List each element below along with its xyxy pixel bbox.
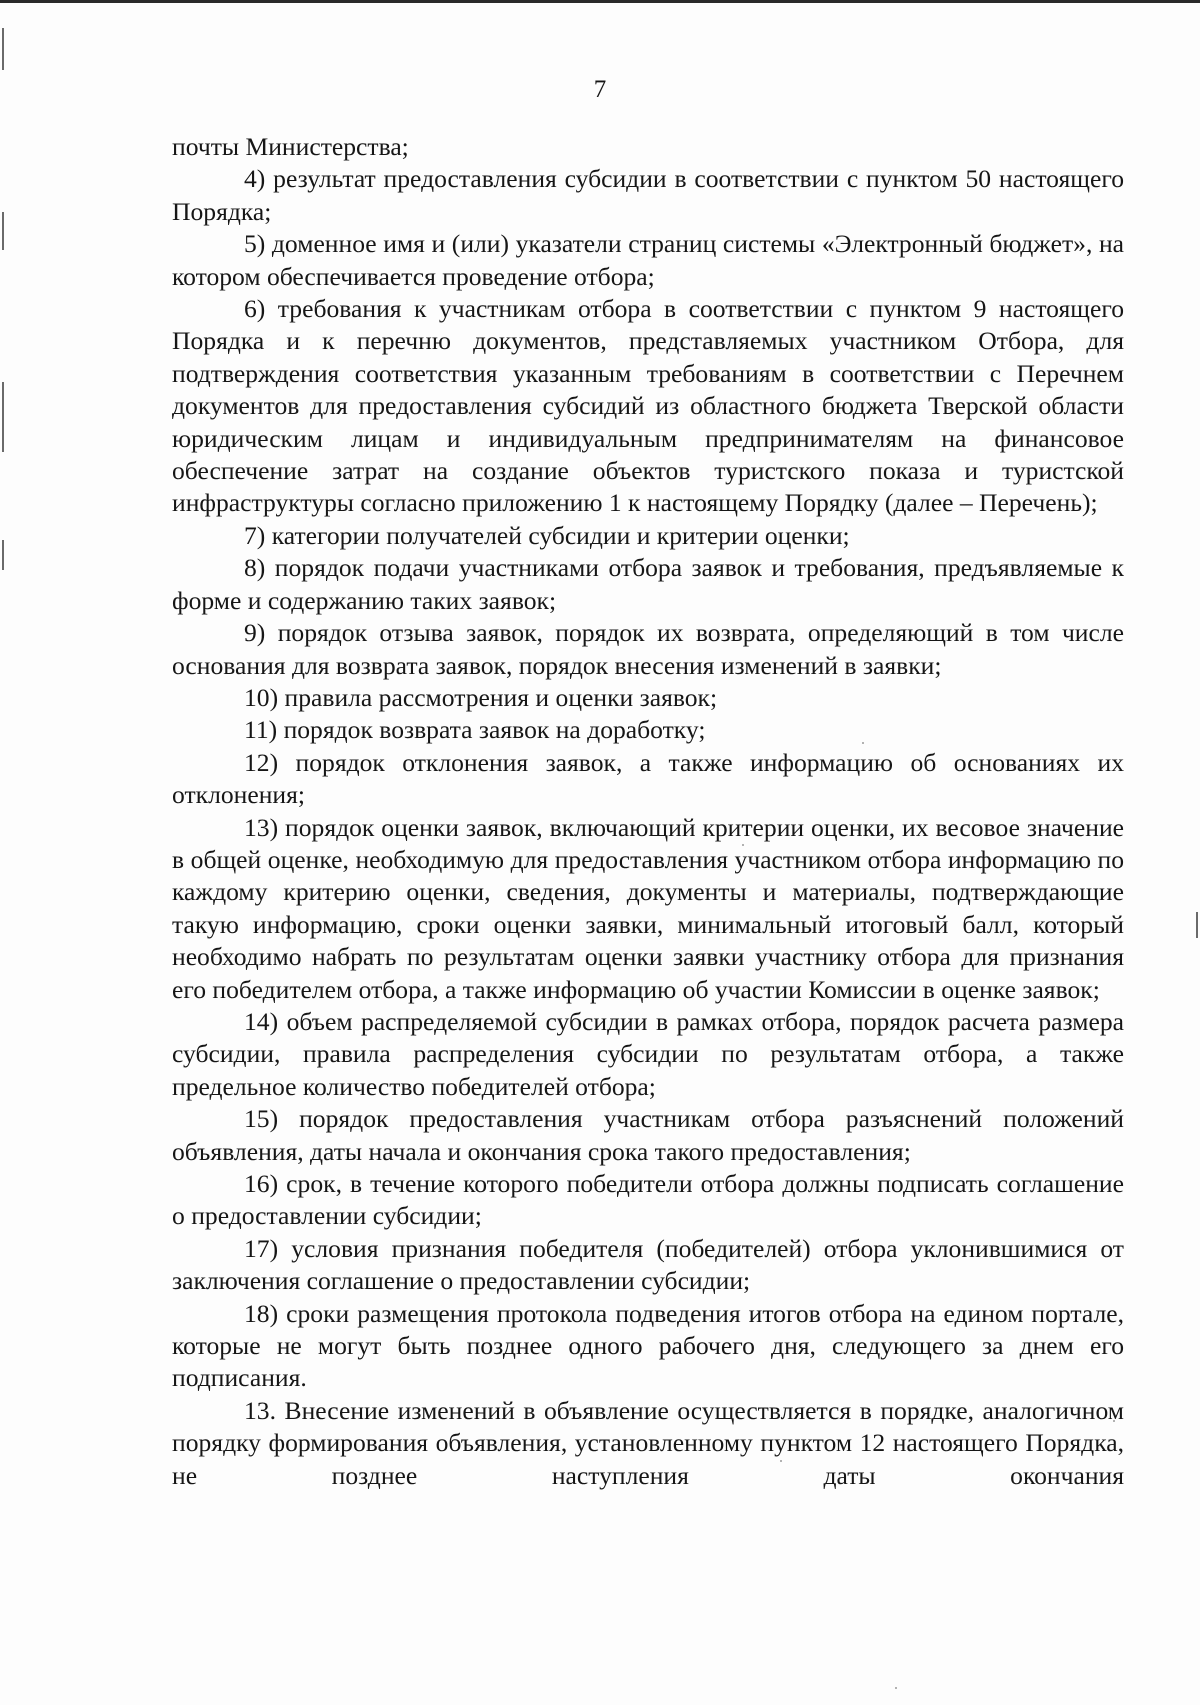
list-item: 5) доменное имя и (или) указатели страниц системы «Электронный бюджет», на котором обеспечивается проведение отбора; — [172, 229, 1124, 291]
list-item: 7) категории получателей субсидии и критерии оценки; — [244, 520, 850, 550]
list-item: 17) условия признания победителя (победителей) отбора уклонившимися от заключения соглашение о предоставлении субсидии; — [172, 1233, 1124, 1296]
scan-edge-mark — [2, 212, 4, 250]
list-item: 14) объем распределяемой субсидии в рамках отбора, порядок расчета размера субсидии, правила распределения субсидии по результатам отбора, а также предельное количество победителей отбора; — [172, 1006, 1124, 1101]
list-item: 6) требования к участникам отбора в соответствии с пунктом 9 настоящего Порядка и к перечню документов, представляемых участником Отбора, для подтверждения соответствия указанным требованиям в соответствии с Перечнем документов для предоставления субсидий из областного бюджета Тверской области юридическим лицам и индивидуальным предпринимателям на финансовое обеспечение затрат на создание объектов туристского показа и туристской инфраструктуры согласно приложению 1 к настоящему Порядку (далее – Перечень); — [172, 294, 1124, 518]
list-item: 8) порядок подачи участниками отбора заявок и требования, предъявляемые к форме и содержанию таких заявок; — [172, 553, 1124, 615]
page-number: 7 — [593, 76, 607, 103]
list-item: 4) результат предоставления субсидии в соответствии с пунктом 50 настоящего Порядка; — [172, 164, 1124, 226]
list-item: 10) правила рассмотрения и оценки заявок; — [244, 682, 718, 712]
scan-edge-mark — [2, 28, 4, 70]
scan-edge-mark — [1196, 912, 1198, 938]
list-item: 12) порядок отклонения заявок, а также информацию об основаниях их отклонения; — [172, 747, 1124, 810]
list-item: 16) срок, в течение которого победители отбора должны подписать соглашение о предоставлении субсидии; — [172, 1169, 1124, 1231]
scan-edge-mark — [2, 540, 4, 570]
list-item: 15) порядок предоставления участникам отбора разъяснений положений объявления, даты начала и окончания срока такого предоставления; — [172, 1104, 1124, 1166]
paragraph: почты Министерства; — [172, 132, 409, 161]
scan-speck — [895, 1687, 897, 1689]
list-item: 9) порядок отзыва заявок, порядок их возврата, определяющий в том числе основания для возврата заявок, порядок внесения изменений в заявки; — [172, 618, 1124, 680]
document-body — [172, 131, 1124, 1492]
list-item: 11) порядок возврата заявок на доработку; — [244, 715, 706, 745]
scan-top-edge — [0, 0, 1200, 3]
scan-edge-mark — [2, 382, 4, 452]
paragraph: 13. Внесение изменений в объявление осуществляется в порядке, аналогичном порядку формирования объявления, установленному пунктом 12 настоящего Порядка, не позднее наступления даты окончания — [172, 1395, 1124, 1490]
list-item: 18) сроки размещения протокола подведения итогов отбора на едином портале, которые не могут быть позднее одного рабочего дня, следующего за днем его подписания. — [172, 1298, 1124, 1393]
list-item: 13) порядок оценки заявок, включающий критерии оценки, их весовое значение в общей оценке, необходимую для предоставления участником отбора информацию по каждому критерию оценки, сведения, документы и материалы, подтверждающие такую информацию, сроки оценки заявки, минимальный итоговый балл, который необходимо набрать по результатам оценки заявки участнику отбора для признания его победителем отбора, а также информацию об участии Комиссии в оценке заявок; — [172, 812, 1124, 1004]
